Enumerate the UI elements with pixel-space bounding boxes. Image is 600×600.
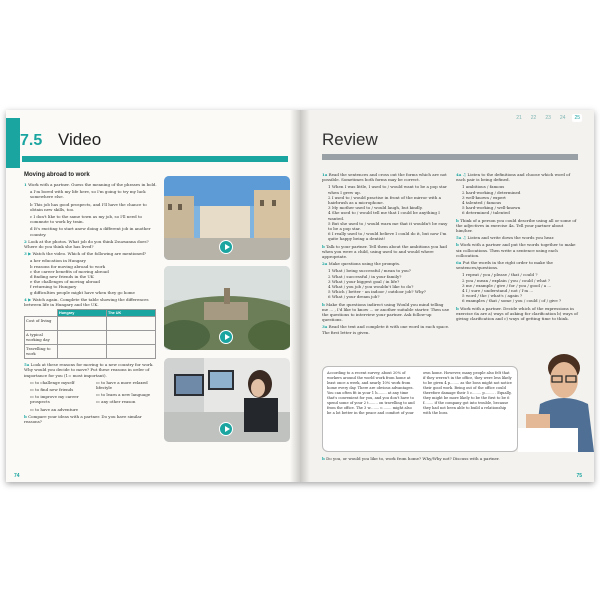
unit-marker — [6, 118, 20, 168]
table-row: Cost of living — [25, 317, 156, 331]
ex3-item: c the career benefits of moving abroad — [30, 268, 109, 274]
exercise-1a: 1a Read the sentences and cross out the forms which are not possible. Sometimes both forms may be correct. — [322, 172, 447, 183]
play-button[interactable] — [219, 240, 233, 254]
ex1-item: a I'm bored with my life here, so I'm going to try my luck somewhere else. — [30, 189, 146, 200]
video-icon: ▶ — [28, 251, 32, 257]
reason-option[interactable]: ▭ to challenge myself — [30, 379, 75, 385]
table-row: Travelling to work — [25, 345, 156, 359]
review-title: Review — [322, 130, 378, 149]
ex2a-item: 4 What / you job / you wouldn't like to do? — [328, 284, 414, 290]
exercise-5a: 5a ♫ Listen and write down the words you hear. — [456, 235, 555, 241]
exercise-5b: b Work with a partner and put the words together to make six collocations. Then write a sentence using each collocation. — [456, 242, 576, 258]
exercise-1: 1 Work with a partner. Guess the meaning of the phrases in bold. — [24, 182, 157, 187]
ex2a-item: 6 What / your dream job? — [328, 294, 380, 300]
book-gutter — [290, 110, 310, 482]
man-photo-image — [518, 342, 594, 452]
comparison-table — [24, 309, 156, 359]
ex6a-item: 5 word / the / what's / again ? — [462, 293, 523, 299]
video-icon: ▶ — [28, 296, 32, 302]
reason-option[interactable]: ▭ to learn a new language — [96, 392, 151, 398]
ex1-item: d It's exciting to start anew doing a different job in another country. — [30, 226, 151, 237]
ex3-item: d finding new friends in the UK — [30, 274, 94, 280]
exercise-4b: b Think of a person you could describe using all or some of the adjectives in exercise 4a. Tell your partner about him/her. — [456, 217, 577, 234]
right-page — [300, 110, 594, 482]
ex4a-item: 4 talented / famous — [462, 200, 502, 206]
ex6a-item: 1 repeat / you / please / that / could ? — [462, 272, 538, 278]
ex1-item: b This job has good prospects, and I'll have the chance to obtain new skills, too. — [30, 201, 147, 212]
ex4a-item: 1 ambitious / famous — [462, 184, 505, 190]
table-header — [25, 310, 58, 317]
ex2a-item: 2 What / successful / in your family? — [328, 273, 402, 279]
exercise-5b: b Compare your ideas with a partner. Do you have similar reasons? — [24, 413, 142, 425]
exercise-3b: b Do you, or would you like to, work from home? Why/Why not? Discuss with a partner. — [322, 456, 500, 461]
unit-tab-active[interactable]: 25 — [574, 115, 580, 121]
ex2a-item: 3 What / your biggest goal / in life? — [328, 278, 400, 284]
table-row: A typical working day — [25, 331, 156, 345]
ex6a-item: 6 examples / that / some / you / could / of / give ? — [462, 298, 562, 304]
exercise-3a: 3a Read the text and complete it with one word in each space. The first letter is given. — [322, 324, 450, 335]
ex1a-item: 3 My mother used to / would laugh, but kindly. — [328, 205, 423, 211]
ex3-item: e the challenges of moving abroad — [30, 279, 100, 285]
answer-cell[interactable] — [107, 345, 156, 359]
exercise-1b: b Talk to your partner. Tell them about the ambitions you had when you were a child, using used to and would where appropriate. — [322, 243, 447, 260]
title-rule — [22, 156, 288, 162]
review-column-2 — [456, 172, 580, 323]
review-rule — [322, 154, 578, 160]
reason-option[interactable]: ▭ to improve my career prospects — [30, 394, 79, 405]
ex3-item: a her education in Hungary — [30, 258, 86, 264]
exercise-4a: 4a ♫ Listen to the definitions and choose which word of each pair is being defined. — [456, 172, 571, 183]
answer-cell[interactable] — [58, 331, 107, 345]
play-button[interactable] — [219, 422, 233, 436]
gap-fill-text: According to a recent survey, about 20% of workers around the world work from home at least once a week, and nearly 10% work from home every day. There are obvious advantages. You can often fit in your 1 h........ at any time that's convenient for you, and you don't have to spend some of your 2 t........ on travelling to and from the office. The 3 w........ c........ might also be a lot better in the peace and comfort of your own home. However, many people also felt that if they weren't in the office, they were less likely to be given 4 p........ as the boss might not notice their good work. Being out of the office could therefore damage their 5 c........ p........ . Equally, they might be more likely to be the first to be 6 f........ if the company got into trouble, because they had not been able to build a relationship with the boss. — [322, 366, 518, 452]
ex1-item: c I don't like to the same town as my job, so I'll need to commute to work by train. — [30, 214, 142, 225]
unit-tab[interactable]: 21 — [516, 115, 522, 121]
ex3-item: b reasons for moving abroad to work — [30, 263, 106, 269]
table-header: The UK — [107, 310, 156, 317]
exercise-3: 3 ▶ Watch the video. Which of the following are mentioned? — [24, 251, 147, 257]
reason-option[interactable]: ▭ to have an adventure — [30, 406, 79, 412]
open-textbook — [6, 110, 594, 482]
unit-tabs — [514, 114, 582, 122]
unit-title: Video — [58, 130, 102, 149]
ex1a-item: 1 When I was little, I used to / would want to be a pop star when I grew up. — [328, 184, 447, 195]
ex4a-item: 2 hard-working / determined — [462, 189, 521, 195]
unit-tab[interactable]: 24 — [559, 115, 566, 121]
reason-option[interactable]: ▭ to have a more relaxed lifestyle — [96, 379, 148, 391]
ex4a-item: 5 hard-working / well-known — [462, 205, 521, 211]
ex6a-item: 2 you / mean / explain / you / could / what ? — [462, 277, 551, 283]
ex1a-item: 5 But she used to / would warn me that it wouldn't be easy to be a pop star. — [328, 220, 448, 232]
reason-option[interactable]: ▭ any other reason — [96, 399, 136, 405]
unit-tab[interactable]: 23 — [545, 115, 551, 121]
ex6a-item: 4 I / sure / understand / not / I'm ... — [462, 288, 534, 294]
exercise-6a: 6a Put the words in the right order to make the sentences/questions. — [456, 260, 553, 271]
ex6a-item: 3 me / example / give / for / you / good / a ... — [462, 282, 552, 288]
section-subheading: Moving abroad to work — [24, 172, 90, 178]
ex2a-item: 5 Which / better - an indoor / outdoor job? Why? — [328, 289, 426, 295]
exercise-2a: 2a Make questions using the prompts. — [322, 261, 401, 267]
answer-cell[interactable] — [58, 317, 107, 331]
exercise-2: 2 Look at the photos. What job do you think Zsuzsanna does? Where do you think she has lived? — [24, 238, 149, 250]
page-number-right: 75 — [576, 473, 582, 479]
answer-cell[interactable] — [58, 345, 107, 359]
ex5-options — [30, 380, 158, 414]
ex1a-item: 4 She used to / would tell me that I could be anything I wanted. — [328, 210, 440, 221]
table-header: Hungary — [58, 310, 107, 317]
ex4a-item: 6 determined / talented — [462, 210, 510, 216]
audio-icon: ♫ — [462, 235, 467, 241]
exercise-2b: b Make the questions indirect using Would you mind telling me ... , I'd like to know ... or another suitable starter. Then use the questions to interview your partner. Ask follow-up questions. — [322, 301, 450, 323]
reason-option[interactable]: ▭ to find new friends — [30, 387, 74, 393]
left-column — [24, 182, 158, 426]
ex1a-item: 6 I really used to / would believe I could do it, but now I'm quite happy being a dentist! — [328, 231, 447, 242]
audio-icon: ♫ — [462, 172, 467, 177]
review-column-1 — [322, 172, 450, 337]
ex3-item: f returning to Hungary — [30, 284, 77, 290]
left-page — [6, 110, 300, 482]
exercise-5a: 5a Look at these reasons for moving to a new country for work. Why would you decide to move? Put these reasons in order of importance for you (1= most important). — [24, 362, 154, 378]
ex2a-item: 1 What / being successful / mean to you? — [328, 268, 411, 274]
ex3-item: g difficulties people might have when they go home — [30, 289, 135, 295]
photo-city-view — [164, 266, 290, 350]
exercise-6b: b Work with a partner. Decide which of the expressions in exercise 6a are a) ways of asking for clarification b) ways of giving clarification and c) ways of getting time to think. — [456, 305, 578, 322]
answer-cell[interactable] — [107, 331, 156, 345]
unit-tab[interactable]: 22 — [530, 115, 537, 121]
play-button[interactable] — [219, 330, 233, 344]
photo-office-worker — [164, 358, 290, 442]
answer-cell[interactable] — [107, 317, 156, 331]
man-with-glasses-photo — [518, 342, 594, 452]
unit-number: 7.5 — [20, 132, 43, 149]
exercise-4: 4 ▶ Watch again. Complete the table showing the differences between life in Hungary and the UK. — [24, 296, 149, 308]
photo-town-square — [164, 176, 290, 260]
ex1a-item: 2 I used to / would practise in front of the mirror with a hairbrush as a microphone. — [328, 194, 441, 206]
page-number-left: 74 — [14, 473, 20, 479]
ex4a-item: 3 well-known / expert — [462, 194, 506, 200]
